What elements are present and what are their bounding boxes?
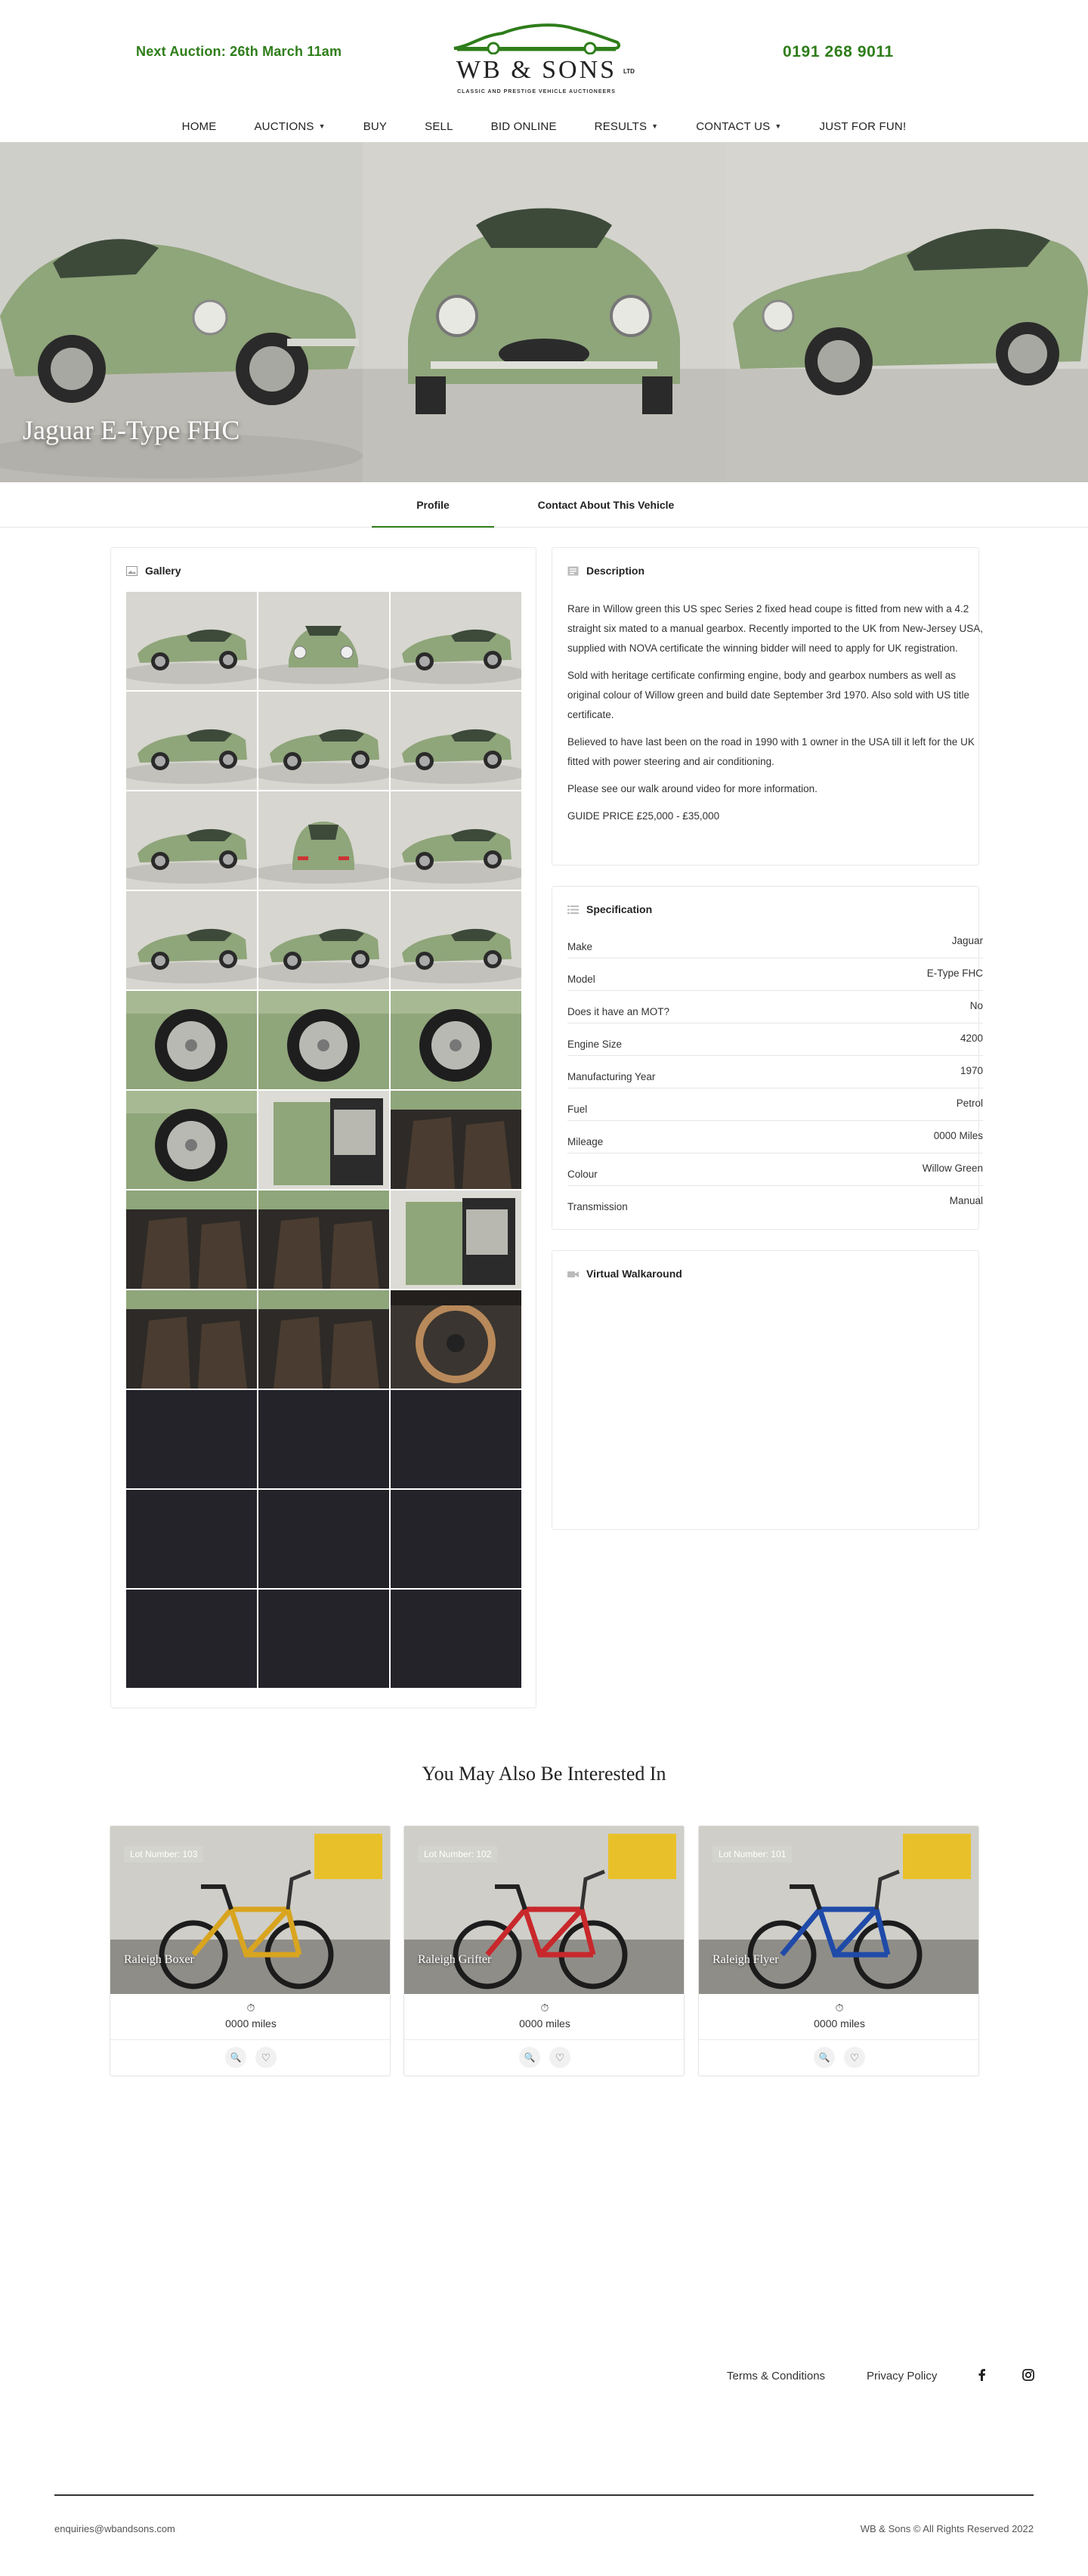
nav-label: BUY bbox=[363, 119, 388, 133]
logo-tagline: CLASSIC AND PRESTIGE VEHICLE AUCTIONEERS bbox=[457, 89, 616, 94]
gallery-thumbnail-placeholder[interactable] bbox=[258, 1590, 389, 1688]
walkaround-video-frame[interactable] bbox=[567, 1295, 963, 1514]
lot-title[interactable]: Raleigh Boxer bbox=[124, 1953, 194, 1966]
related-lot-card[interactable] bbox=[403, 1825, 685, 2076]
spec-row-engine-size bbox=[567, 1023, 983, 1056]
gallery-thumbnail[interactable] bbox=[258, 991, 389, 1089]
lot-title[interactable]: Raleigh Grifter bbox=[418, 1953, 492, 1966]
nav-label: AUCTIONS bbox=[254, 119, 314, 133]
gallery-thumbnail[interactable] bbox=[258, 1190, 389, 1289]
spec-row-mileage bbox=[567, 1121, 983, 1153]
description-card bbox=[552, 547, 983, 865]
video-icon bbox=[567, 1269, 579, 1279]
tab-contact-about-vehicle[interactable]: Contact About This Vehicle bbox=[537, 499, 675, 511]
zoom-button[interactable] bbox=[814, 2047, 835, 2068]
nav-label: RESULTS bbox=[594, 119, 648, 133]
description-heading: Description bbox=[586, 565, 645, 577]
lot-number: Lot Number: 102 bbox=[418, 1846, 497, 1862]
nav-item-bid-online[interactable] bbox=[491, 113, 557, 139]
heart-icon: ♡ bbox=[555, 2051, 565, 2064]
vehicle-tabs bbox=[0, 482, 1088, 528]
spec-row-colour bbox=[567, 1153, 983, 1186]
nav-item-results[interactable] bbox=[595, 113, 659, 139]
nav-label: JUST FOR FUN! bbox=[819, 119, 907, 133]
car-logo-icon bbox=[450, 20, 623, 54]
zoom-button[interactable] bbox=[519, 2047, 540, 2068]
spec-key: Fuel bbox=[567, 1104, 588, 1115]
gallery-thumbnail-placeholder[interactable] bbox=[391, 1390, 521, 1488]
specification-table bbox=[567, 926, 983, 1218]
lot-title[interactable]: Raleigh Flyer bbox=[712, 1953, 779, 1966]
phone-number[interactable]: 0191 268 9011 bbox=[783, 43, 894, 60]
spec-value: Petrol bbox=[956, 1098, 983, 1109]
tab-profile[interactable]: Profile bbox=[372, 482, 494, 528]
lot-mileage: 0000 miles bbox=[519, 2017, 570, 2030]
footer-terms-link[interactable]: Terms & Conditions bbox=[727, 2370, 826, 2382]
spec-key: Mileage bbox=[567, 1136, 604, 1147]
spec-value: 4200 bbox=[960, 1033, 983, 1044]
favourite-button[interactable] bbox=[549, 2047, 570, 2068]
walkaround-header bbox=[567, 1268, 682, 1280]
document-icon bbox=[567, 566, 579, 576]
card-divider bbox=[110, 2039, 391, 2040]
description-paragraph: Sold with heritage certificate confirming engine, body and gearbox numbers as well as original colour of Willow green and build date September 3rd 1970. Also sold with US title certificate. bbox=[567, 670, 970, 720]
speedometer-icon: ⏱ bbox=[835, 2002, 844, 2014]
specification-heading: Specification bbox=[586, 903, 653, 915]
nav-item-home[interactable] bbox=[182, 113, 217, 139]
next-auction-text[interactable]: Next Auction: 26th March 11am bbox=[136, 44, 342, 59]
footer-privacy-link[interactable]: Privacy Policy bbox=[867, 2370, 938, 2382]
gallery-thumbnail[interactable] bbox=[126, 1091, 257, 1189]
gallery-thumbnail-placeholder[interactable] bbox=[126, 1590, 257, 1688]
spec-value: Jaguar bbox=[951, 935, 983, 946]
favourite-button[interactable] bbox=[844, 2047, 865, 2068]
description-header bbox=[567, 565, 644, 577]
gallery-thumbnail[interactable] bbox=[258, 791, 389, 890]
gallery-grid bbox=[126, 592, 521, 1688]
gallery-thumbnail-placeholder[interactable] bbox=[126, 1490, 257, 1588]
walkaround-card bbox=[552, 1250, 979, 1530]
card-divider bbox=[699, 2039, 979, 2040]
spec-value: E-Type FHC bbox=[926, 968, 983, 979]
gallery-thumbnail[interactable] bbox=[391, 791, 521, 890]
spec-key: Make bbox=[567, 941, 593, 952]
specification-card bbox=[552, 886, 983, 1230]
main-nav bbox=[0, 113, 1088, 139]
magnifier-icon: 🔍 bbox=[818, 2052, 830, 2063]
description-paragraph: Believed to have last been on the road in 1990 with 1 owner in the USA till it left for the UK fitted with power steering and air conditioning. bbox=[567, 736, 975, 767]
footer-email-link[interactable]: enquiries@wbandsons.com bbox=[54, 2523, 175, 2534]
footer-copyright: WB & Sons © All Rights Reserved 2022 bbox=[860, 2523, 1034, 2534]
spec-value: 0000 Miles bbox=[933, 1130, 983, 1141]
hero-image-center[interactable] bbox=[363, 142, 725, 482]
walkaround-heading: Virtual Walkaround bbox=[586, 1268, 682, 1280]
spec-key: Transmission bbox=[567, 1201, 628, 1212]
guide-price: GUIDE PRICE £25,000 - £35,000 bbox=[567, 810, 720, 822]
gallery-thumbnail[interactable] bbox=[126, 791, 257, 890]
related-lot-card[interactable] bbox=[110, 1825, 391, 2076]
description-body bbox=[567, 599, 983, 834]
logo-ltd: LTD bbox=[623, 68, 635, 75]
spec-row-model bbox=[567, 958, 983, 991]
related-lot-card[interactable] bbox=[698, 1825, 979, 2076]
magnifier-icon: 🔍 bbox=[230, 2052, 242, 2063]
spec-row-transmission bbox=[567, 1186, 983, 1218]
heart-icon: ♡ bbox=[849, 2051, 860, 2064]
spec-value: Manual bbox=[949, 1195, 983, 1206]
nav-item-auctions[interactable] bbox=[254, 113, 325, 139]
lot-mileage: 0000 miles bbox=[814, 2017, 865, 2030]
nav-item-contact-us[interactable] bbox=[696, 113, 781, 139]
gallery-thumbnail[interactable] bbox=[126, 692, 257, 790]
gallery-thumbnail[interactable] bbox=[258, 692, 389, 790]
spec-row-mot bbox=[567, 991, 983, 1023]
spec-row-year bbox=[567, 1056, 983, 1088]
gallery-thumbnail-placeholder[interactable] bbox=[258, 1490, 389, 1588]
lot-number: Lot Number: 103 bbox=[124, 1846, 203, 1862]
gallery-thumbnail-placeholder[interactable] bbox=[258, 1390, 389, 1488]
gallery-card bbox=[110, 547, 536, 1708]
zoom-button[interactable] bbox=[225, 2047, 246, 2068]
gallery-thumbnail[interactable] bbox=[391, 991, 521, 1089]
gallery-thumbnail[interactable] bbox=[126, 891, 257, 989]
heart-icon: ♡ bbox=[261, 2051, 271, 2064]
list-icon bbox=[567, 905, 579, 915]
lot-number: Lot Number: 101 bbox=[712, 1846, 792, 1862]
nav-item-sell[interactable] bbox=[425, 113, 453, 139]
site-header bbox=[0, 0, 1088, 141]
gallery-thumbnail[interactable] bbox=[258, 891, 389, 989]
gallery-header bbox=[126, 565, 181, 577]
spec-key: Engine Size bbox=[567, 1039, 623, 1050]
nav-label: HOME bbox=[181, 119, 217, 133]
gallery-thumbnail[interactable] bbox=[126, 1190, 257, 1289]
spec-value: Willow Green bbox=[922, 1163, 983, 1174]
instagram-icon[interactable] bbox=[1021, 2367, 1036, 2382]
gallery-thumbnail[interactable] bbox=[126, 991, 257, 1089]
magnifier-icon: 🔍 bbox=[524, 2052, 536, 2063]
gallery-thumbnail-placeholder[interactable] bbox=[126, 1390, 257, 1488]
speedometer-icon: ⏱ bbox=[246, 2002, 255, 2014]
description-paragraph: Please see our walk around video for more information. bbox=[567, 783, 818, 794]
spec-key: Manufacturing Year bbox=[567, 1071, 656, 1082]
spec-key: Colour bbox=[567, 1169, 598, 1180]
related-heading: You May Also Be Interested In bbox=[422, 1763, 666, 1785]
nav-label: CONTACT US bbox=[696, 119, 771, 133]
spec-value: 1970 bbox=[960, 1065, 983, 1076]
spec-row-make bbox=[567, 926, 983, 958]
gallery-thumbnail[interactable] bbox=[126, 592, 257, 690]
hero-banner bbox=[0, 142, 1088, 482]
description-paragraph: Rare in Willow green this US spec Series 2 fixed head coupe is fitted from new with a 4.2 straight six mated to a manual gearbox. Recently imported to the UK from New-Jersey USA, supplied with NOVA certificate the winning bidder will need to apply for UK registration. bbox=[567, 603, 983, 654]
card-divider bbox=[404, 2039, 685, 2040]
gallery-thumbnail-placeholder[interactable] bbox=[391, 1590, 521, 1688]
site-logo[interactable] bbox=[442, 17, 646, 104]
footer-divider bbox=[54, 2494, 1034, 2496]
nav-label: SELL bbox=[425, 119, 453, 133]
gallery-thumbnail[interactable] bbox=[258, 1290, 389, 1389]
gallery-thumbnail[interactable] bbox=[126, 1290, 257, 1389]
image-icon bbox=[126, 566, 138, 576]
lot-mileage: 0000 miles bbox=[225, 2017, 277, 2030]
gallery-thumbnail[interactable] bbox=[258, 592, 389, 690]
spec-row-fuel bbox=[567, 1088, 983, 1121]
gallery-thumbnail-placeholder[interactable] bbox=[391, 1490, 521, 1588]
chevron-down-icon: ▼ bbox=[318, 122, 326, 130]
chevron-down-icon: ▼ bbox=[774, 122, 782, 130]
spec-key: Model bbox=[567, 974, 595, 985]
nav-item-buy[interactable] bbox=[363, 113, 387, 139]
vehicle-title: Jaguar E-Type FHC bbox=[23, 415, 240, 445]
spec-value: No bbox=[969, 1000, 983, 1011]
nav-label: BID ONLINE bbox=[490, 119, 557, 133]
gallery-heading: Gallery bbox=[145, 565, 181, 577]
gallery-thumbnail[interactable] bbox=[391, 1091, 521, 1189]
facebook-icon[interactable] bbox=[975, 2367, 990, 2382]
speedometer-icon: ⏱ bbox=[540, 2002, 549, 2014]
logo-wordmark: WB & SONS bbox=[456, 56, 617, 84]
spec-key: Does it have an MOT? bbox=[567, 1006, 670, 1017]
specification-header bbox=[567, 903, 652, 915]
gallery-thumbnail[interactable] bbox=[391, 891, 521, 989]
gallery-thumbnail[interactable] bbox=[391, 592, 521, 690]
nav-item-just-for-fun[interactable] bbox=[820, 113, 907, 139]
gallery-thumbnail[interactable] bbox=[391, 692, 521, 790]
hero-image-right[interactable] bbox=[725, 142, 1088, 482]
chevron-down-icon: ▼ bbox=[651, 122, 659, 130]
gallery-thumbnail[interactable] bbox=[391, 1290, 521, 1389]
gallery-thumbnail[interactable] bbox=[391, 1190, 521, 1289]
favourite-button[interactable] bbox=[255, 2047, 277, 2068]
gallery-thumbnail[interactable] bbox=[258, 1091, 389, 1189]
